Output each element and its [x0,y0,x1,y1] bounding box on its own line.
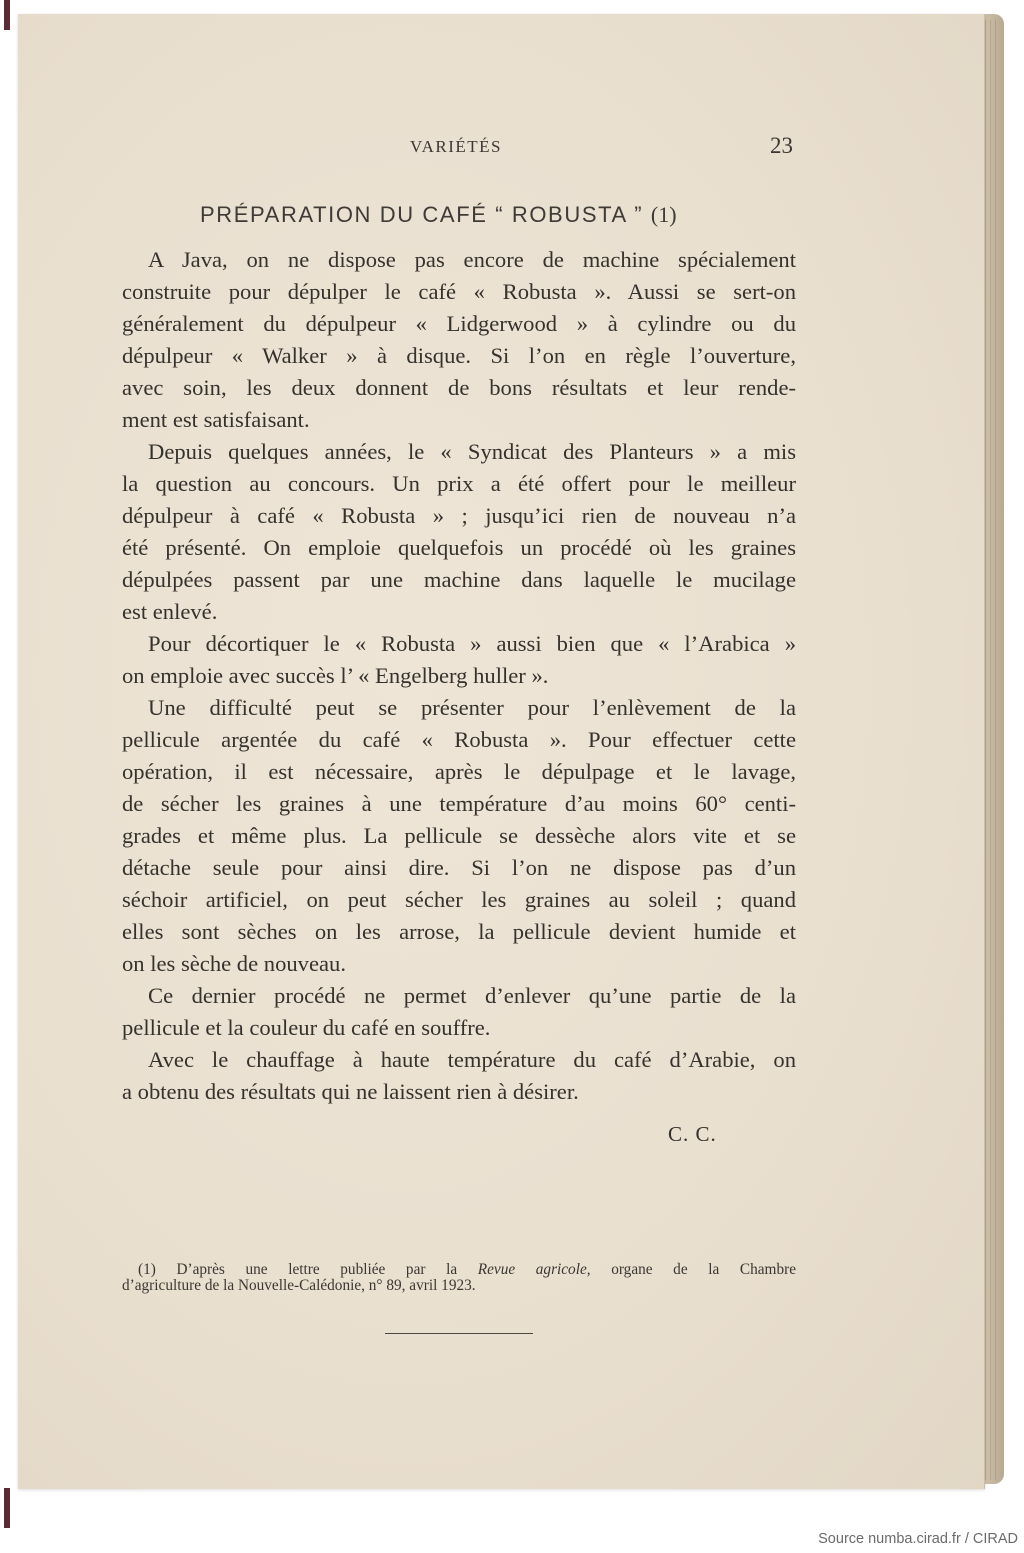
running-head: VARIÉTÉS [410,137,502,156]
text-line: est enlevé. [122,599,218,624]
text-line: grades et même plus. La pellicule se dessèche alors vite et se [122,823,796,848]
closing-rule [385,1333,533,1334]
text-line: Avec le chauffage à haute température du café d’Arabie, on [148,1047,796,1072]
text-line: détache seule pour ainsi dire. Si l’on ne dispose pas d’un [122,855,796,880]
text-line: pellicule et la couleur du café en souffre. [122,1015,491,1040]
footnote [122,1262,796,1294]
text-line: a obtenu des résultats qui ne laissent rien à désirer. [122,1079,579,1104]
text-line: construite pour dépulper le café « Robusta ». Aussi se sert-on [122,279,796,304]
page-number: 23 [770,133,793,158]
text-line: la question au concours. Un prix a été offert pour le meilleur [122,471,796,496]
text-line: A Java, on ne dispose pas encore de machine spécialement [148,247,796,272]
text-line: ment est satisfaisant. [122,407,310,432]
footnote-journal-title: Revue agricole, [477,1261,591,1278]
article-title [200,202,677,228]
text-line: Une difficulté peut se présenter pour l’enlèvement de la [148,695,796,720]
text-line: elles sont sèches on les arrose, la pellicule devient humide et [122,919,796,944]
text-line: Pour décortiquer le « Robusta » aussi bien que « l’Arabica » [148,631,796,656]
text-line: été présenté. On emploie quelquefois un procédé où les graines [122,535,796,560]
text-line: on les sèche de nouveau. [122,951,346,976]
footnote-text: (1) D’après une lettre publiée par la [138,1261,478,1278]
footnote-line-2: d’agriculture de la Nouvelle-Calédonie, n° 89, avril 1923. [122,1277,476,1294]
text-line: avec soin, les deux donnent de bons résultats et leur rende- [122,375,796,400]
text-line: dépulpées passent par une machine dans laquelle le mucilage [122,567,796,592]
text-line: généralement du dépulpeur « Lidgerwood » à cylindre ou du [122,311,796,336]
text-line: opération, il est nécessaire, après le dépulpage et le lavage, [122,759,796,784]
footnote-text: organe de la Chambre [590,1261,796,1278]
binding-mark-top [4,0,10,30]
text-line: de sécher les graines à une température d’au moins 60° centi- [122,791,796,816]
text-line: Ce dernier procédé ne permet d’enlever qu’une partie de la [148,983,796,1008]
article-title-text: PRÉPARATION DU CAFÉ “ ROBUSTA ” [200,202,644,227]
text-line: Depuis quelques années, le « Syndicat des Planteurs » a mis [148,439,796,464]
text-line: séchoir artificiel, on peut sécher les graines au soleil ; quand [122,887,796,912]
binding-mark-bottom [4,1488,10,1528]
text-line: pellicule argentée du café « Robusta ». Pour effectuer cette [122,727,796,752]
text-line: dépulpeur « Walker » à disque. Si l’on en règle l’ouverture, [122,343,796,368]
text-line: dépulpeur à café « Robusta » ; jusqu’ici rien de nouveau n’a [122,503,796,528]
source-credit: Source numba.cirad.fr / CIRAD [818,1531,1018,1547]
footnote-reference: (1) [650,202,677,227]
article-body [122,244,796,1108]
text-line: on emploie avec succès l’ « Engelberg huller ». [122,663,549,688]
author-signature: C. C. [668,1122,717,1146]
footnote-line-1 [122,1262,796,1278]
